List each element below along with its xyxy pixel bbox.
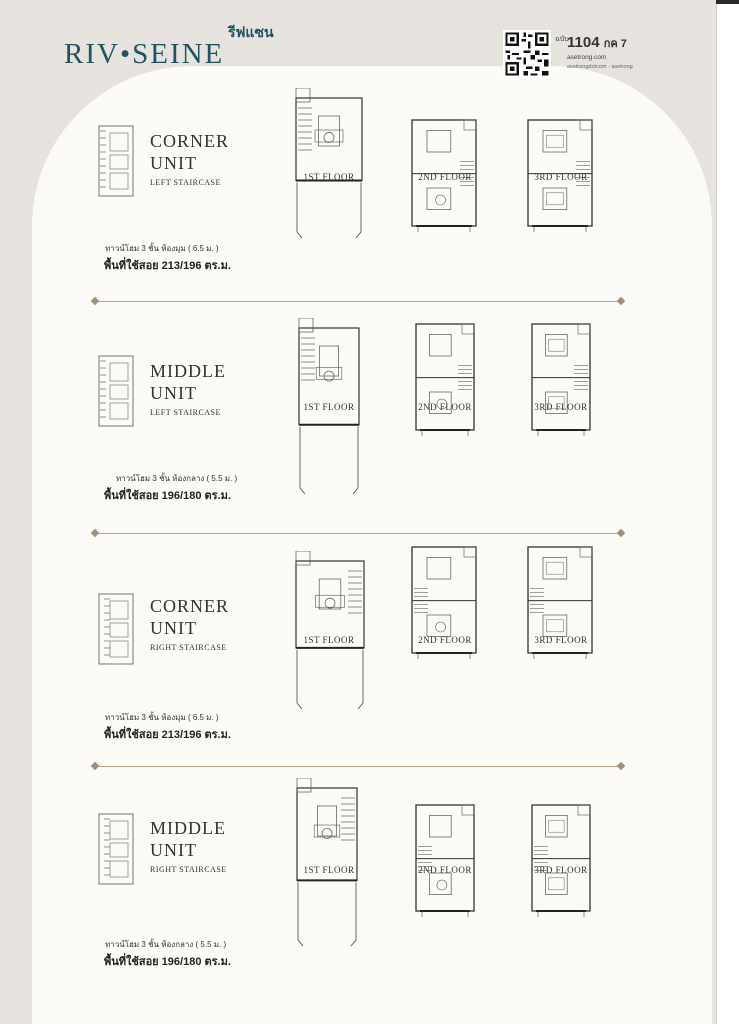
unit-section	[0, 100, 716, 325]
divider-diamond-icon	[91, 762, 99, 770]
floor-label: 3RD FLOOR	[534, 865, 588, 875]
unit-title-line1: MIDDLE	[150, 361, 226, 381]
unit-usable-area: พื้นที่ใช้สอย 213/196 ตร.ม.	[104, 260, 231, 272]
unit-title-line2: UNIT	[150, 153, 197, 173]
floor-label: 3RD FLOOR	[534, 402, 588, 412]
unit-description: ทาวน์โฮม 3 ชั้น ห้องมุม ( 6.5 ม. )	[105, 713, 219, 722]
unit-title-line2: UNIT	[150, 618, 197, 638]
unit-title-line1: CORNER	[150, 131, 230, 151]
brand-logo: RIV•SEINE	[64, 38, 225, 70]
unit-staircase: LEFT STAIRCASE	[150, 408, 221, 417]
floor-label: 3RD FLOOR	[534, 172, 588, 182]
divider-diamond-icon	[617, 762, 625, 770]
unit-key-plan-icon	[98, 593, 134, 665]
divider-diamond-icon	[91, 297, 99, 305]
floor-plan-3rd	[526, 543, 594, 663]
badge-website: asetrong.com	[567, 54, 607, 61]
unit-description: ทาวน์โฮม 3 ชั้น ห้องกลาง ( 5.5 ม. )	[116, 474, 238, 483]
unit-section	[0, 793, 716, 1018]
unit-key-plan-icon	[98, 813, 134, 885]
floor-plan-3rd	[530, 320, 592, 440]
badge-social: asetrongdotcom · asetrong	[567, 64, 633, 70]
floor-label: 1ST FLOOR	[303, 635, 355, 645]
unit-description: ทาวน์โฮม 3 ชั้น ห้องมุม ( 6.5 ม. )	[105, 244, 219, 253]
divider-diamond-icon	[617, 297, 625, 305]
unit-usable-area: พื้นที่ใช้สอย 196/180 ตร.ม.	[104, 490, 231, 502]
floor-label: 2ND FLOOR	[418, 865, 472, 875]
unit-staircase: LEFT STAIRCASE	[150, 178, 221, 187]
floor-label: 1ST FLOOR	[303, 402, 355, 412]
window-edge	[716, 4, 739, 1024]
badge-prefix: ฉบับ	[555, 36, 569, 43]
floor-label: 1ST FLOOR	[303, 172, 355, 182]
unit-title-line2: UNIT	[150, 840, 197, 860]
floor-label: 2ND FLOOR	[418, 172, 472, 182]
magazine-badge	[503, 30, 713, 78]
badge-number: 1104 กค 7	[567, 34, 627, 51]
floor-plan-1st	[294, 88, 364, 238]
unit-description: ทาวน์โฮม 3 ชั้น ห้องกลาง ( 5.5 ม. )	[105, 940, 227, 949]
floor-plan-2nd	[410, 543, 478, 663]
unit-section	[0, 563, 716, 788]
section-divider	[92, 762, 624, 772]
floor-label: 2ND FLOOR	[418, 635, 472, 645]
unit-title-line1: CORNER	[150, 596, 230, 616]
floor-plan-1st	[294, 551, 366, 709]
floor-plan-2nd	[414, 320, 476, 440]
floor-label: 1ST FLOOR	[303, 865, 355, 875]
floor-plan-2nd	[414, 801, 476, 921]
floor-plan-1st	[295, 778, 359, 946]
unit-usable-area: พื้นที่ใช้สอย 196/180 ตร.ม.	[104, 956, 231, 968]
section-divider	[92, 297, 624, 307]
unit-key-plan-icon	[98, 355, 134, 427]
floor-label: 2ND FLOOR	[418, 402, 472, 412]
unit-section	[0, 330, 716, 555]
section-divider	[92, 529, 624, 539]
unit-key-plan-icon	[98, 125, 134, 197]
unit-usable-area: พื้นที่ใช้สอย 213/196 ตร.ม.	[104, 729, 231, 741]
brand-logo-thai: รีฟแซน	[228, 24, 274, 40]
divider-diamond-icon	[617, 529, 625, 537]
qr-code-icon	[503, 30, 551, 78]
divider-diamond-icon	[91, 529, 99, 537]
unit-staircase: RIGHT STAIRCASE	[150, 643, 227, 652]
floor-label: 3RD FLOOR	[534, 635, 588, 645]
unit-staircase: RIGHT STAIRCASE	[150, 865, 227, 874]
unit-title-line1: MIDDLE	[150, 818, 226, 838]
floor-plan-3rd	[530, 801, 592, 921]
unit-title-line2: UNIT	[150, 383, 197, 403]
